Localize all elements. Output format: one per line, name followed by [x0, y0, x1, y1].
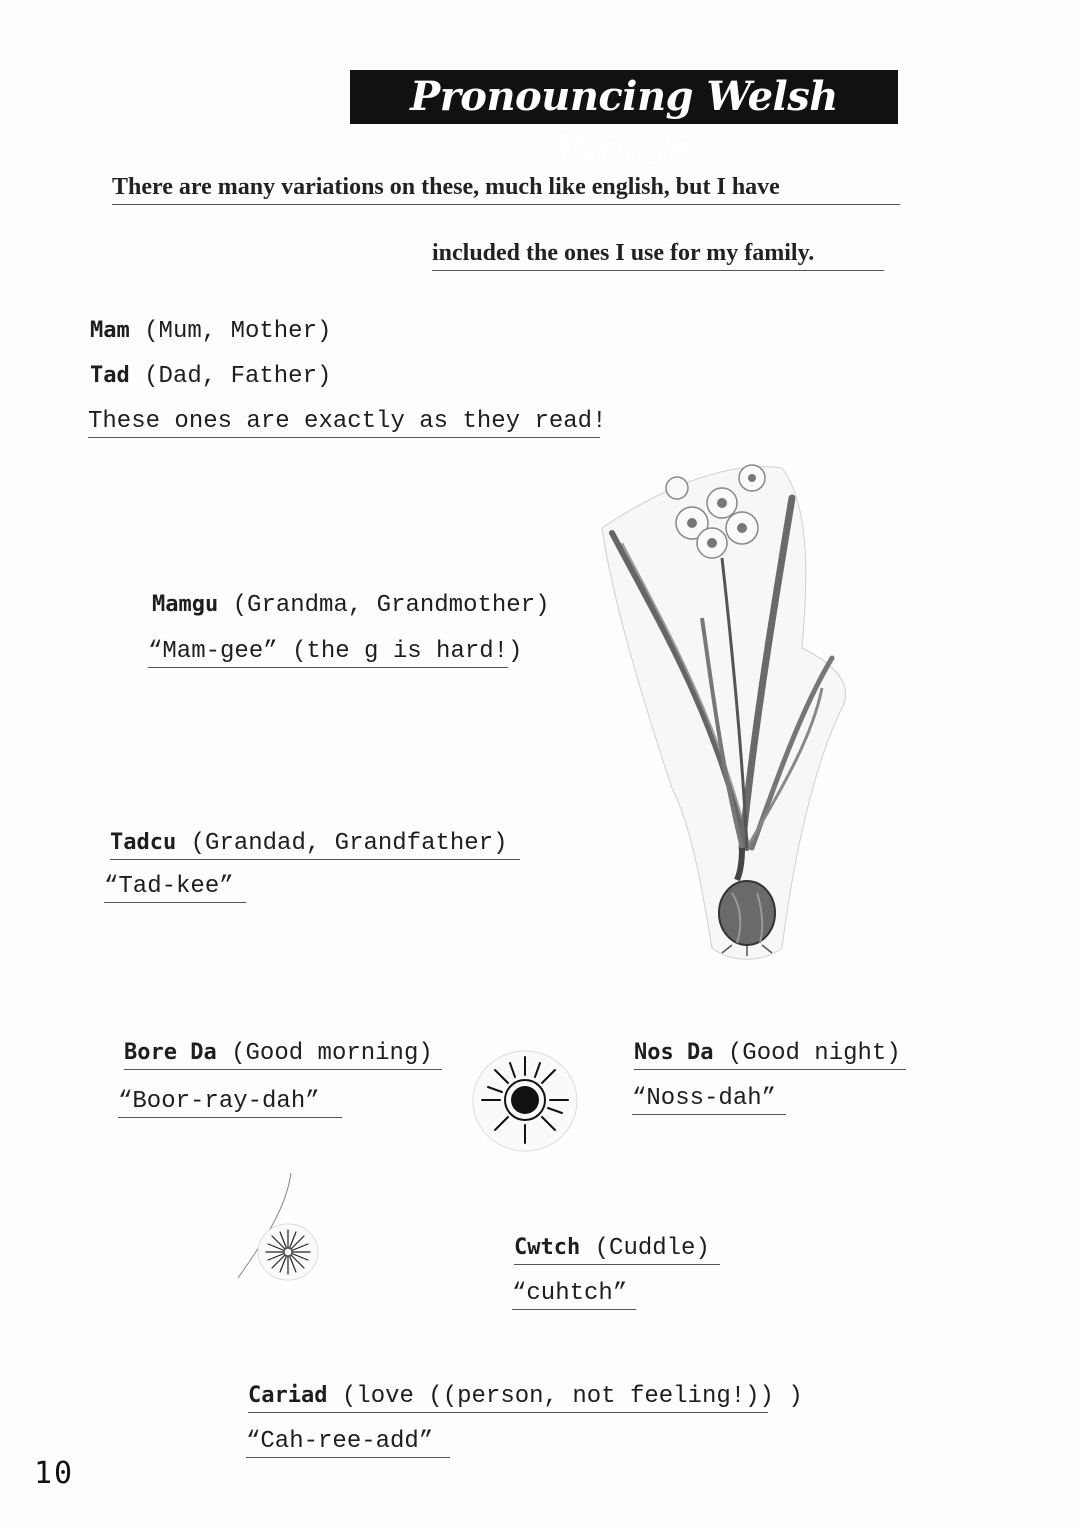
english-meaning: (Cuddle)	[594, 1235, 710, 1262]
entry-cwtch	[514, 1235, 720, 1265]
english-meaning: (Grandma, Grandmother)	[232, 592, 550, 619]
english-meaning: (Dad, Father)	[144, 363, 332, 390]
english-meaning: (Grandad, Grandfather)	[190, 830, 508, 857]
pronunciation-nos-da: “Noss-dah”	[632, 1085, 786, 1115]
english-meaning: (love ((person, not feeling!)) )	[341, 1383, 803, 1410]
pronunciation-tadcu: “Tad-kee”	[104, 873, 246, 903]
sun-icon	[470, 1045, 580, 1155]
welsh-word: Nos Da	[634, 1040, 714, 1065]
entry-mam	[90, 318, 331, 345]
entry-tad	[90, 363, 331, 390]
page-number: 10	[34, 1456, 75, 1491]
intro-text-line-2: included the ones I use for my family.	[432, 240, 884, 271]
intro-text-line-1: There are many variations on these, much like english, but I have	[112, 174, 900, 205]
welsh-word: Cariad	[248, 1383, 328, 1408]
pronunciation-cariad: “Cah-ree-add”	[246, 1428, 450, 1458]
pronunciation-note: These ones are exactly as they read!	[88, 408, 600, 438]
page-title: Pronouncing Welsh Words	[350, 70, 898, 124]
entry-tadcu	[110, 830, 520, 860]
english-meaning: (Mum, Mother)	[144, 318, 332, 345]
welsh-word: Bore Da	[124, 1040, 217, 1065]
english-meaning: (Good night)	[727, 1040, 901, 1067]
welsh-word: Mamgu	[152, 592, 219, 617]
entry-bore-da	[124, 1040, 442, 1070]
pronunciation-mamgu: “Mam-gee” (the g is hard!)	[148, 638, 508, 668]
welsh-word: Tad	[90, 363, 130, 388]
welsh-word: Tadcu	[110, 830, 177, 855]
daffodil-bulb-illustration	[592, 448, 862, 968]
starburst-icon	[236, 1168, 332, 1288]
english-meaning: (Good morning)	[231, 1040, 433, 1067]
welsh-word: Mam	[90, 318, 130, 343]
pronunciation-bore-da: “Boor-ray-dah”	[118, 1088, 342, 1118]
welsh-word: Cwtch	[514, 1235, 581, 1260]
entry-nos-da	[634, 1040, 906, 1070]
entry-cariad	[248, 1383, 803, 1413]
pronunciation-cwtch: “cuhtch”	[512, 1280, 636, 1310]
entry-mamgu	[152, 592, 550, 619]
